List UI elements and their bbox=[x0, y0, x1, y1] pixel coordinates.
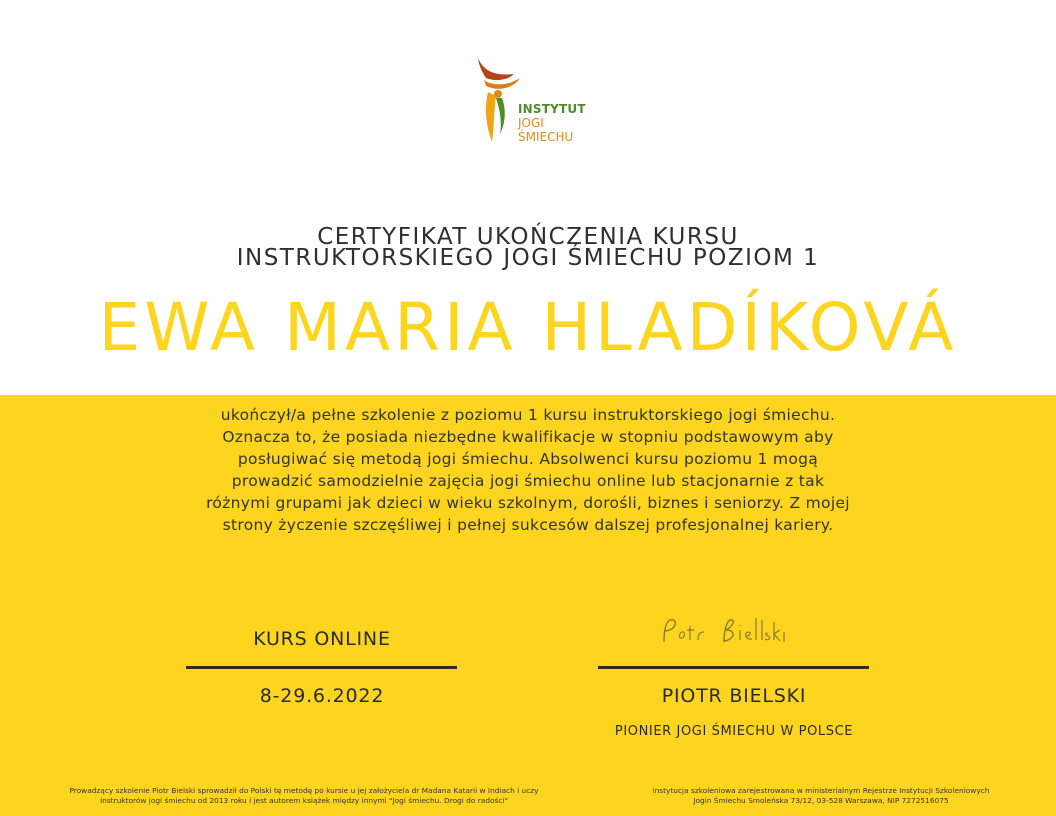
footer-right-note bbox=[608, 786, 1034, 806]
certificate-title-line-1: CERTYFIKAT UKOŃCZENIA KURSU bbox=[317, 224, 739, 250]
course-dates: 8-29.6.2022 bbox=[259, 685, 385, 707]
logo-line-1: INSTYTUT bbox=[518, 102, 586, 116]
footer-left-note bbox=[20, 786, 588, 806]
logo-figure-icon bbox=[474, 52, 524, 148]
signature-divider bbox=[598, 666, 869, 669]
footer-right-line-1: instytucja szkoleniowa zarejestrowana w ministerialnym Rejestrze Instytucji Szkoleniowych bbox=[652, 786, 990, 795]
certificate-body: ukończył/a pełne szkolenie z poziomu 1 kursu instruktorskiego jogi śmiechu. Oznacza to, że posiada niezbędne kwalifikacje w stopniu podstawowym aby posługiwać się metodą jogi śmiechu. Absolwenci kursu poziomu 1 mogą prowadzić samodzielnie zajęcia jogi śmiechu online lub stacjonarnie z tak różnymi grupami jak dzieci w wieku szkolnym, dorośli, biznes i seniorzy. Z mojej strony życzenie szczęśliwej i pełnej sukcesów dalszej profesjonalnej kariery. bbox=[206, 406, 850, 534]
certificate-title-line-2: INSTRUKTORSKIEGO JOGI ŚMIECHU POZIOM 1 bbox=[236, 245, 820, 271]
footer-left-line-2: instruktorów jogi śmiechu od 2013 roku i jest autorem książek między innymi "Jogi śmiechu. Drogi do radości" bbox=[100, 796, 508, 805]
signature-image bbox=[658, 612, 788, 652]
signer-name: PIOTR BIELSKI bbox=[661, 685, 807, 707]
recipient-name: EWA MARIA HLADÍKOVÁ bbox=[98, 289, 958, 366]
logo-wordmark bbox=[518, 102, 586, 144]
logo-line-2: JOGI bbox=[518, 116, 544, 130]
signer-title: PIONIER JOGI ŚMIECHU W POLSCE bbox=[614, 724, 854, 739]
logo-line-3: ŚMIECHU bbox=[518, 130, 574, 144]
footer-left-line-1: Prowadzący szkolenie Piotr Bielski sprowadził do Polski tę metodę po kursie u jej założyciela dr Madana Katarii w Indiach i uczy bbox=[69, 786, 539, 795]
course-type-label: KURS ONLINE bbox=[253, 628, 391, 650]
institute-logo bbox=[474, 52, 594, 148]
footer-right-line-2: Jogin Śmiechu Smoleńska 73/12, 03-528 Warszawa, NIP 7272516075 bbox=[693, 796, 949, 805]
course-divider bbox=[186, 666, 457, 669]
